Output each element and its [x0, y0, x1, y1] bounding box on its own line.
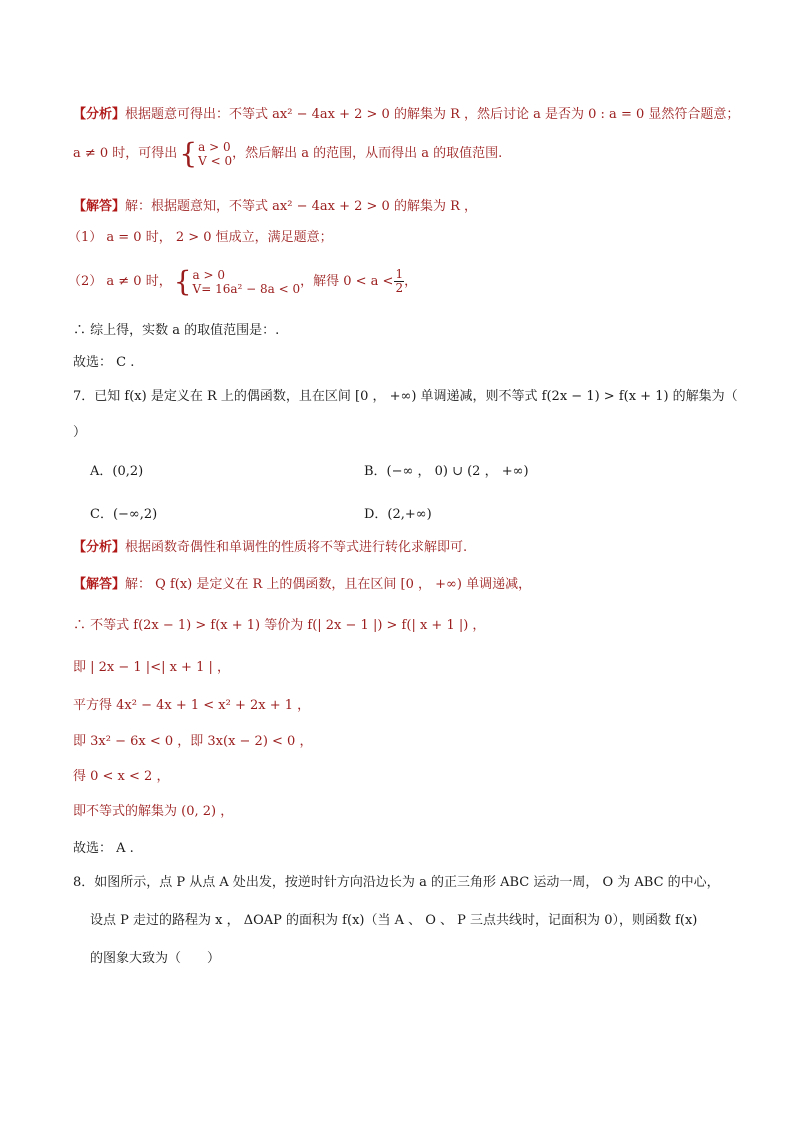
q8-stem-line-2: 设点 P 走过的路程为 x ， ΔOAP 的面积为 f(x)（当 A 、 O 、 P 三点共线时，记面积为 0），则函数 f(x): [90, 913, 698, 928]
solution2-step-1: ∴ 不等式 f(2x − 1) > f(x + 1) 等价为 f(| 2x − 1 |) > f(| x + 1 |) ，: [73, 618, 486, 633]
q7-stem-line-1: 7．已知 f(x) 是定义在 R 上的偶函数，且在区间 [0 ， +∞) 单调递减，则不等式 f(2x − 1) > f(x + 1) 的解集为（: [73, 389, 738, 404]
solution2-tag: 【解答】: [73, 577, 126, 592]
solution2-step-5: 得 0 < x < 2 ，: [73, 769, 170, 784]
fraction-denominator: 2: [395, 281, 404, 295]
solution2-answer: 故选： A .: [73, 841, 134, 856]
fraction-one-half: [394, 268, 404, 295]
analysis-line-1: [73, 106, 739, 124]
system-row-1: a > 0: [192, 267, 226, 282]
system-row-2: V= 16a² − 8a < 0: [192, 281, 301, 296]
solution2-step-4: 即 3x² − 6x < 0 ，即 3x(x − 2) < 0 ，: [73, 734, 313, 749]
solution2-step-2: 即 | 2x − 1 |<| x + 1 | ，: [73, 660, 230, 675]
solution2-step-6: 即不等式的解集为 (0, 2) ，: [73, 804, 234, 819]
fraction-numerator: 1: [395, 267, 404, 281]
q7-option-d: D．(2,+∞): [364, 507, 432, 522]
q7-option-c: C．(−∞,2): [90, 507, 158, 522]
q8-stem-line-1: 8．如图所示，点 P 从点 A 处出发，按逆时针方向沿边长为 a 的正三角形 ABC 运动一周， O 为 ABC 的中心，: [73, 875, 720, 890]
case-2-label: （2） a ≠ 0 时，: [68, 274, 172, 289]
solution2-step-3: 平方得 4x² − 4x + 1 < x² + 2x + 1 ，: [73, 698, 311, 713]
system-row-2: V < 0: [198, 153, 233, 168]
solution-summary: ∴ 综上得，实数 a 的取值范围是：.: [73, 323, 280, 338]
analysis2-tag: 【分析】: [73, 540, 126, 555]
system-row-1: a > 0: [198, 139, 231, 154]
inequality-system: [193, 268, 301, 296]
q7-stem-line-2: ）: [73, 425, 87, 440]
q7-option-a: A．(0,2): [90, 464, 144, 479]
left-brace-icon: {: [173, 264, 192, 298]
analysis2-line: [73, 539, 467, 557]
analysis-condition: a ≠ 0 时，可得出: [73, 146, 178, 161]
solution-case-1: （1） a = 0 时， 2 > 0 恒成立，满足题意；: [68, 230, 333, 245]
solution-line-1: [73, 198, 477, 216]
solution2-line-1: [73, 576, 531, 594]
analysis-tag: 【分析】: [73, 107, 126, 122]
solution2-text: 解： Q f(x) 是定义在 R 上的偶函数，且在区间 [0 ， +∞) 单调递减，: [125, 577, 532, 592]
case-2-punct: ，: [404, 274, 418, 289]
q7-option-b: B．(−∞ ， 0) ∪ (2 ， +∞): [364, 464, 529, 479]
case-2-result: ，解得 0 < a <: [300, 274, 394, 289]
left-brace-icon: {: [179, 136, 198, 170]
solution-answer: 故选： C .: [73, 355, 135, 370]
inequality-system: [198, 140, 232, 168]
analysis-line-2: [73, 136, 502, 172]
analysis-conclusion: ，然后解出 a 的范围，从而得出 a 的取值范围.: [232, 146, 503, 161]
analysis-text: 根据题意可得出：不等式 ax² − 4ax + 2 > 0 的解集为 R ，然后讨论 a 是否为 0 : a = 0 显然符合题意；: [125, 107, 740, 122]
solution-case-2: [68, 262, 417, 302]
analysis2-text: 根据函数奇偶性和单调性的性质将不等式进行转化求解即可.: [125, 540, 468, 555]
q8-stem-line-3: 的图象大致为（ ）: [90, 951, 221, 966]
solution-tag: 【解答】: [73, 199, 126, 214]
solution-text: 解：根据题意知，不等式 ax² − 4ax + 2 > 0 的解集为 R ，: [125, 199, 477, 214]
